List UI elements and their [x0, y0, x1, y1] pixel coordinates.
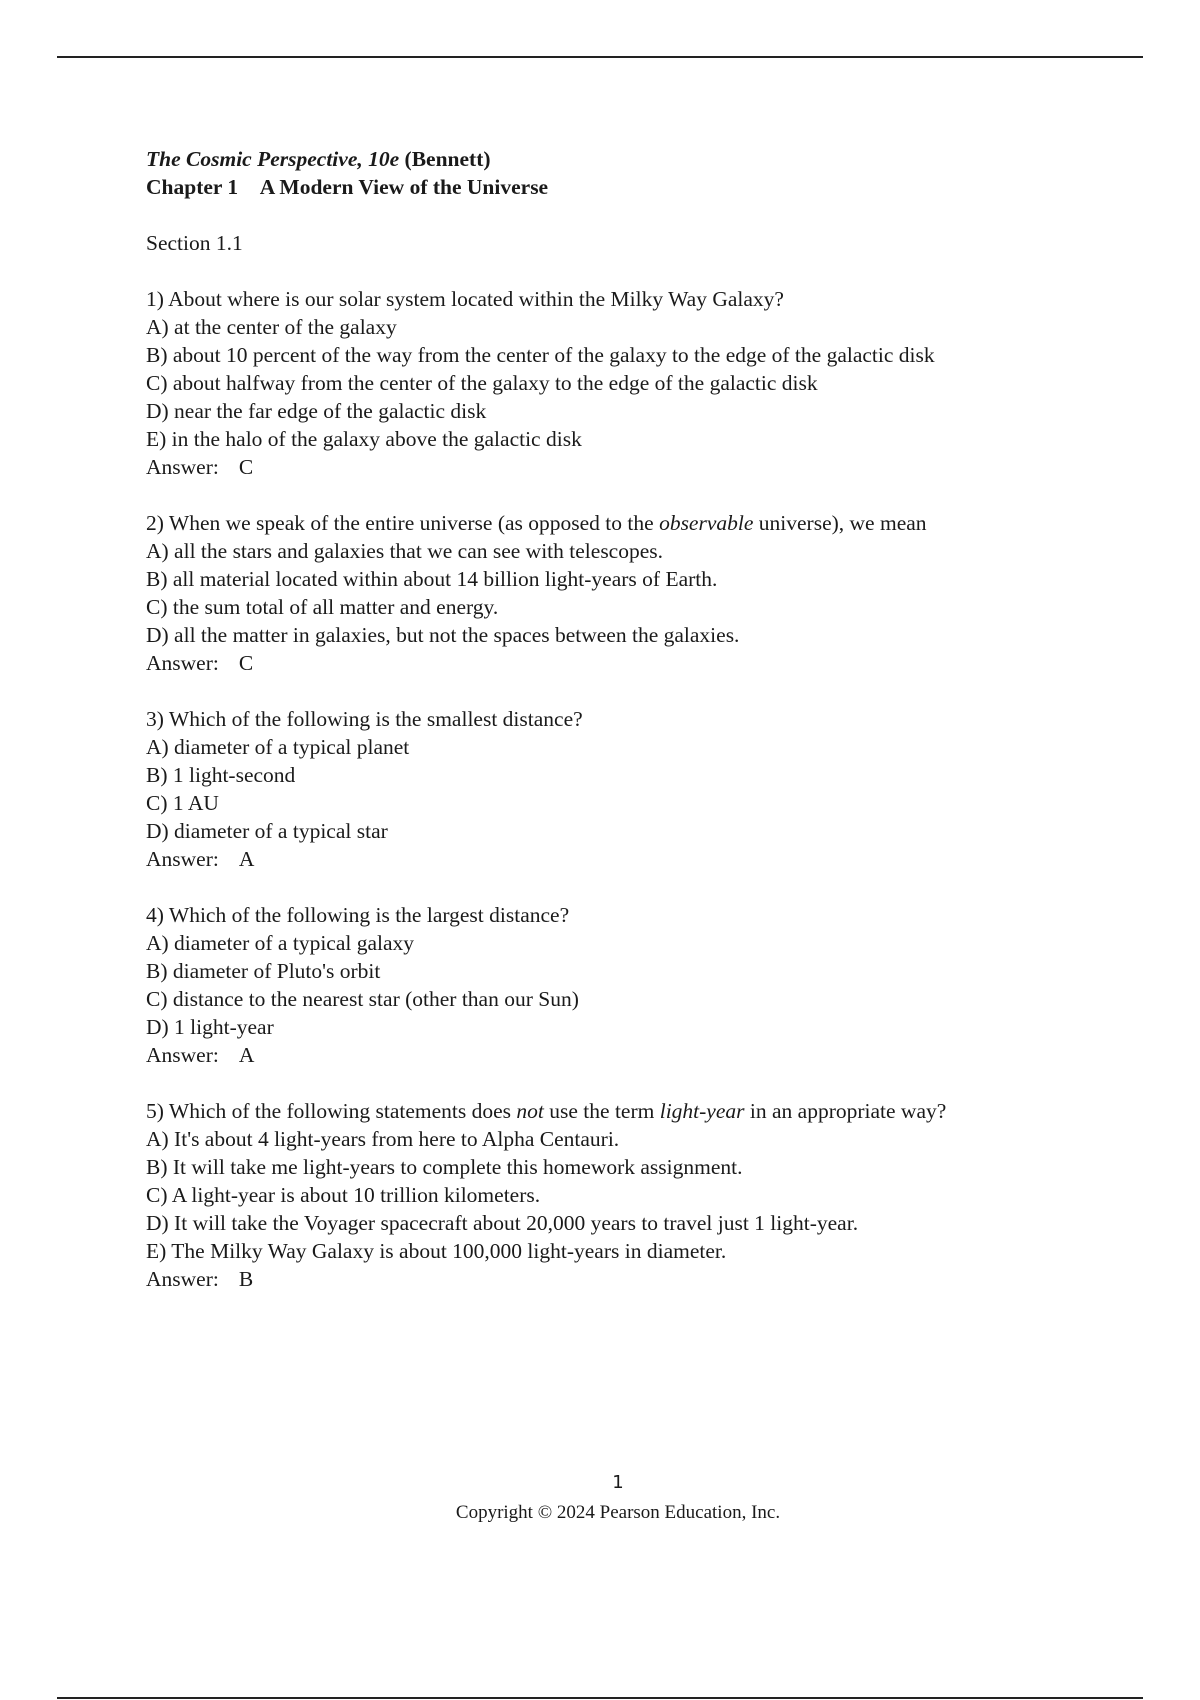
answer-option: C) 1 AU	[146, 791, 219, 815]
answer-key: Answer: B	[146, 1267, 254, 1291]
answer-option: B) all material located within about 14 billion light-years of Earth.	[146, 567, 718, 591]
question-3	[146, 705, 1106, 873]
answer-option: D) diameter of a typical star	[146, 819, 388, 843]
answer-key: Answer: A	[146, 847, 255, 871]
question-stem: 4) Which of the following is the largest distance?	[146, 903, 570, 927]
question-4	[146, 901, 1106, 1069]
document-body	[146, 145, 1106, 1293]
answer-option: E) The Milky Way Galaxy is about 100,000 light-years in diameter.	[146, 1239, 727, 1263]
book-title-line	[146, 145, 1106, 173]
answer-option: B) about 10 percent of the way from the center of the galaxy to the edge of the galactic disk	[146, 343, 935, 367]
answer-option: A) It's about 4 light-years from here to Alpha Centauri.	[146, 1127, 620, 1151]
answer-option: B) diameter of Pluto's orbit	[146, 959, 381, 983]
page-number: 1	[612, 1472, 624, 1493]
answer-key: Answer: A	[146, 1043, 255, 1067]
question-stem: 3) Which of the following is the smallest distance?	[146, 707, 583, 731]
chapter-title: A Modern View of the Universe	[259, 175, 549, 199]
answer-option: D) all the matter in galaxies, but not the spaces between the galaxies.	[146, 623, 740, 647]
answer-option: E) in the halo of the galaxy above the galactic disk	[146, 427, 582, 451]
answer-option: C) A light-year is about 10 trillion kilometers.	[146, 1183, 541, 1207]
question-stem: 2) When we speak of the entire universe (as opposed to the observable universe), we mean	[146, 511, 927, 535]
book-author: (Bennett)	[404, 147, 491, 171]
answer-option: D) near the far edge of the galactic disk	[146, 399, 487, 423]
answer-option: A) all the stars and galaxies that we can see with telescopes.	[146, 539, 664, 563]
answer-option: D) 1 light-year	[146, 1015, 274, 1039]
answer-option: C) the sum total of all matter and energy.	[146, 595, 499, 619]
answer-key: Answer: C	[146, 455, 254, 479]
answer-option: A) diameter of a typical planet	[146, 735, 410, 759]
bottom-rule	[57, 1697, 1143, 1699]
answer-value: B	[238, 1267, 254, 1291]
answer-value: C	[238, 651, 254, 675]
emphasis-not: not	[516, 1099, 544, 1123]
answer-option: D) It will take the Voyager spacecraft about 20,000 years to travel just 1 light-year.	[146, 1211, 859, 1235]
answer-option: A) diameter of a typical galaxy	[146, 931, 415, 955]
answer-option: C) about halfway from the center of the galaxy to the edge of the galactic disk	[146, 371, 818, 395]
top-rule	[57, 56, 1143, 58]
emphasis-light-year: light-year	[659, 1099, 745, 1123]
emphasis-observable: observable	[659, 511, 754, 535]
section-label: Section 1.1	[146, 231, 243, 255]
answer-value: A	[238, 1043, 255, 1067]
copyright-notice: Copyright © 2024 Pearson Education, Inc.	[455, 1502, 781, 1523]
answer-option: B) 1 light-second	[146, 763, 296, 787]
answer-option: C) distance to the nearest star (other than our Sun)	[146, 987, 579, 1011]
chapter-number: Chapter 1	[146, 175, 239, 199]
question-5	[146, 1097, 1106, 1293]
answer-key: Answer: C	[146, 651, 254, 675]
chapter-heading	[146, 173, 1106, 201]
answer-option: B) It will take me light-years to complete this homework assignment.	[146, 1155, 743, 1179]
question-1	[146, 285, 1106, 481]
question-stem: 1) About where is our solar system located within the Milky Way Galaxy?	[146, 287, 784, 311]
book-title: The Cosmic Perspective, 10e	[146, 147, 400, 171]
question-stem: 5) Which of the following statements does not use the term light-year in an appropriate way?	[146, 1099, 947, 1123]
question-2	[146, 509, 1106, 677]
answer-value: C	[238, 455, 254, 479]
answer-value: A	[238, 847, 255, 871]
answer-option: A) at the center of the galaxy	[146, 315, 397, 339]
